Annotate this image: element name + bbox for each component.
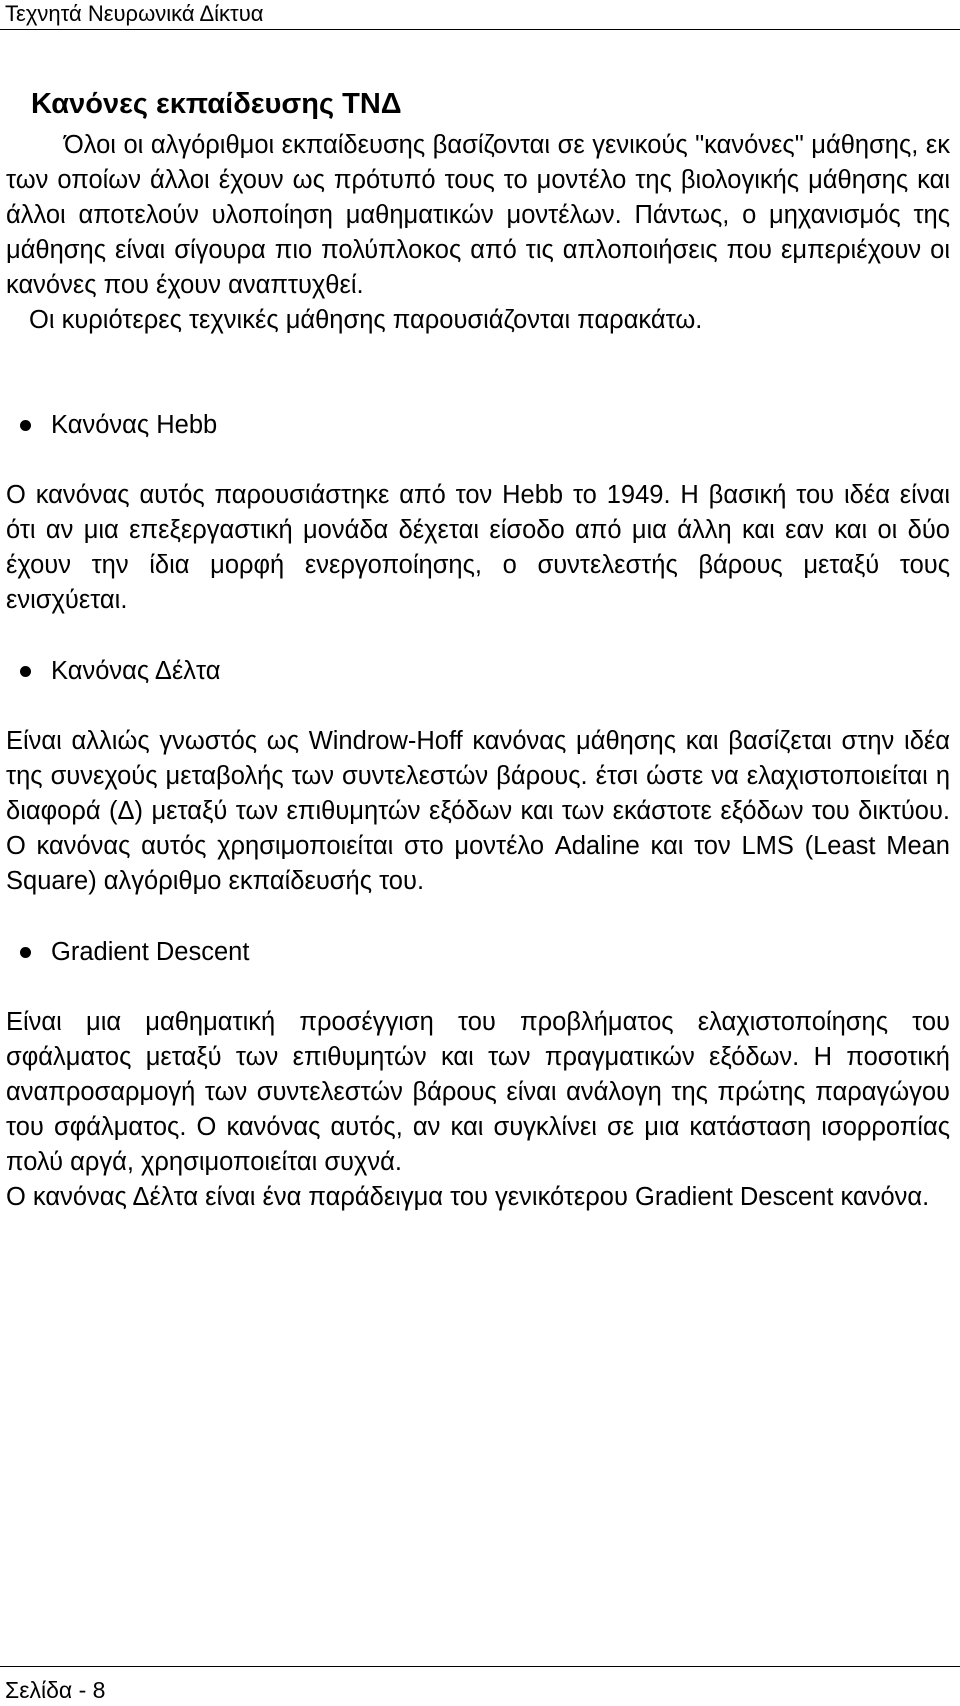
page-footer xyxy=(0,1666,960,1703)
spacer xyxy=(6,443,950,478)
page-header xyxy=(0,0,960,30)
section-heading-hebb xyxy=(6,408,950,443)
section-text-delta: Είναι αλλιώς γνωστός ως Windrow-Hoff κανόνας μάθησης και βασίζεται στην ιδέα της συνεχούς μεταβολής των συντελεστών βάρους. έτσι ώστε να ελαχιστοποιείται η διαφορά (Δ) μεταξύ των επιθυμητών εξόδων και των εκάστοτε εξόδων του δικτύου. Ο κανόνας αυτός χρησιμοποιείται στο μοντέλο Adaline και τον LMS (Least Mean Square) αλγόριθμο εκπαίδευσής του. xyxy=(6,727,950,895)
section-text-gradient-descent: Είναι μια μαθηματική προσέγγιση του προβλήματος ελαχιστοποίησης του σφάλματος μεταξύ των επιθυμητών και των πραγματικών εξόδων. Η ποσοτική αναπροσαρμογή των συντελεστών βάρους είναι ανάλογη της πρώτης παραγώγου του σφάλματος. Ο κανόνας αυτός, αν και συγκλίνει σε μια κατάσταση ισορροπίας πολύ αργά, χρησιμοποιείται συχνά. xyxy=(6,1008,950,1176)
spacer xyxy=(6,618,950,654)
spacer xyxy=(6,899,950,935)
bullet-icon xyxy=(20,947,31,958)
document-title: Κανόνες εκπαίδευσης ΤΝΔ xyxy=(31,88,402,120)
spacer xyxy=(6,689,950,724)
spacer xyxy=(6,970,950,1005)
section-heading-delta xyxy=(6,654,950,689)
section-heading-gradient-descent xyxy=(6,935,950,970)
document-body xyxy=(6,86,950,1215)
running-header-title: Τεχνητά Νευρωνικά Δίκτυα xyxy=(5,1,264,26)
intro-paragraph: Όλοι οι αλγόριθμοι εκπαίδευσης βασίζονται σε γενικούς "κανόνες" μάθησης, εκ των οποίων άλλοι έχουν ως πρότυπό τους το μοντέλο της βιολογικής μάθησης και άλλοι αποτελούν υλοποίηση μαθηματικών μοντέλων. Πάντως, ο μηχανισμός της μάθησης είναι σίγουρα πιο πολύπλοκος από τις απλοποιήσεις που εμπεριέχουν οι κανόνες που έχουν αναπτυχθεί. xyxy=(6,131,950,299)
section-text-hebb: Ο κανόνας αυτός παρουσιάστηκε από τον Hebb το 1949. Η βασική του ιδέα είναι ότι αν μια επεξεργαστική μονάδα δέχεται είσοδο από μια άλλη και εαν και οι δύο έχουν την ίδια μορφή ενεργοποίησης, ο συντελεστής βάρους μεταξύ τους ενισχύεται. xyxy=(6,481,950,614)
spacer xyxy=(6,338,950,408)
section-heading-label: Gradient Descent xyxy=(51,938,250,966)
section-heading-label: Κανόνας Hebb xyxy=(51,411,218,439)
bullet-icon xyxy=(20,420,31,431)
section-heading-label: Κανόνας Δέλτα xyxy=(51,657,221,685)
bullet-icon xyxy=(20,666,31,677)
section-closing-gradient-descent: Ο κανόνας Δέλτα είναι ένα παράδειγμα του γενικότερου Gradient Descent κανόνα. xyxy=(6,1183,930,1211)
intro-closing-line: Οι κυριότερες τεχνικές μάθησης παρουσιάζονται παρακάτω. xyxy=(29,306,703,334)
page-number: Σελίδα - 8 xyxy=(5,1677,106,1703)
